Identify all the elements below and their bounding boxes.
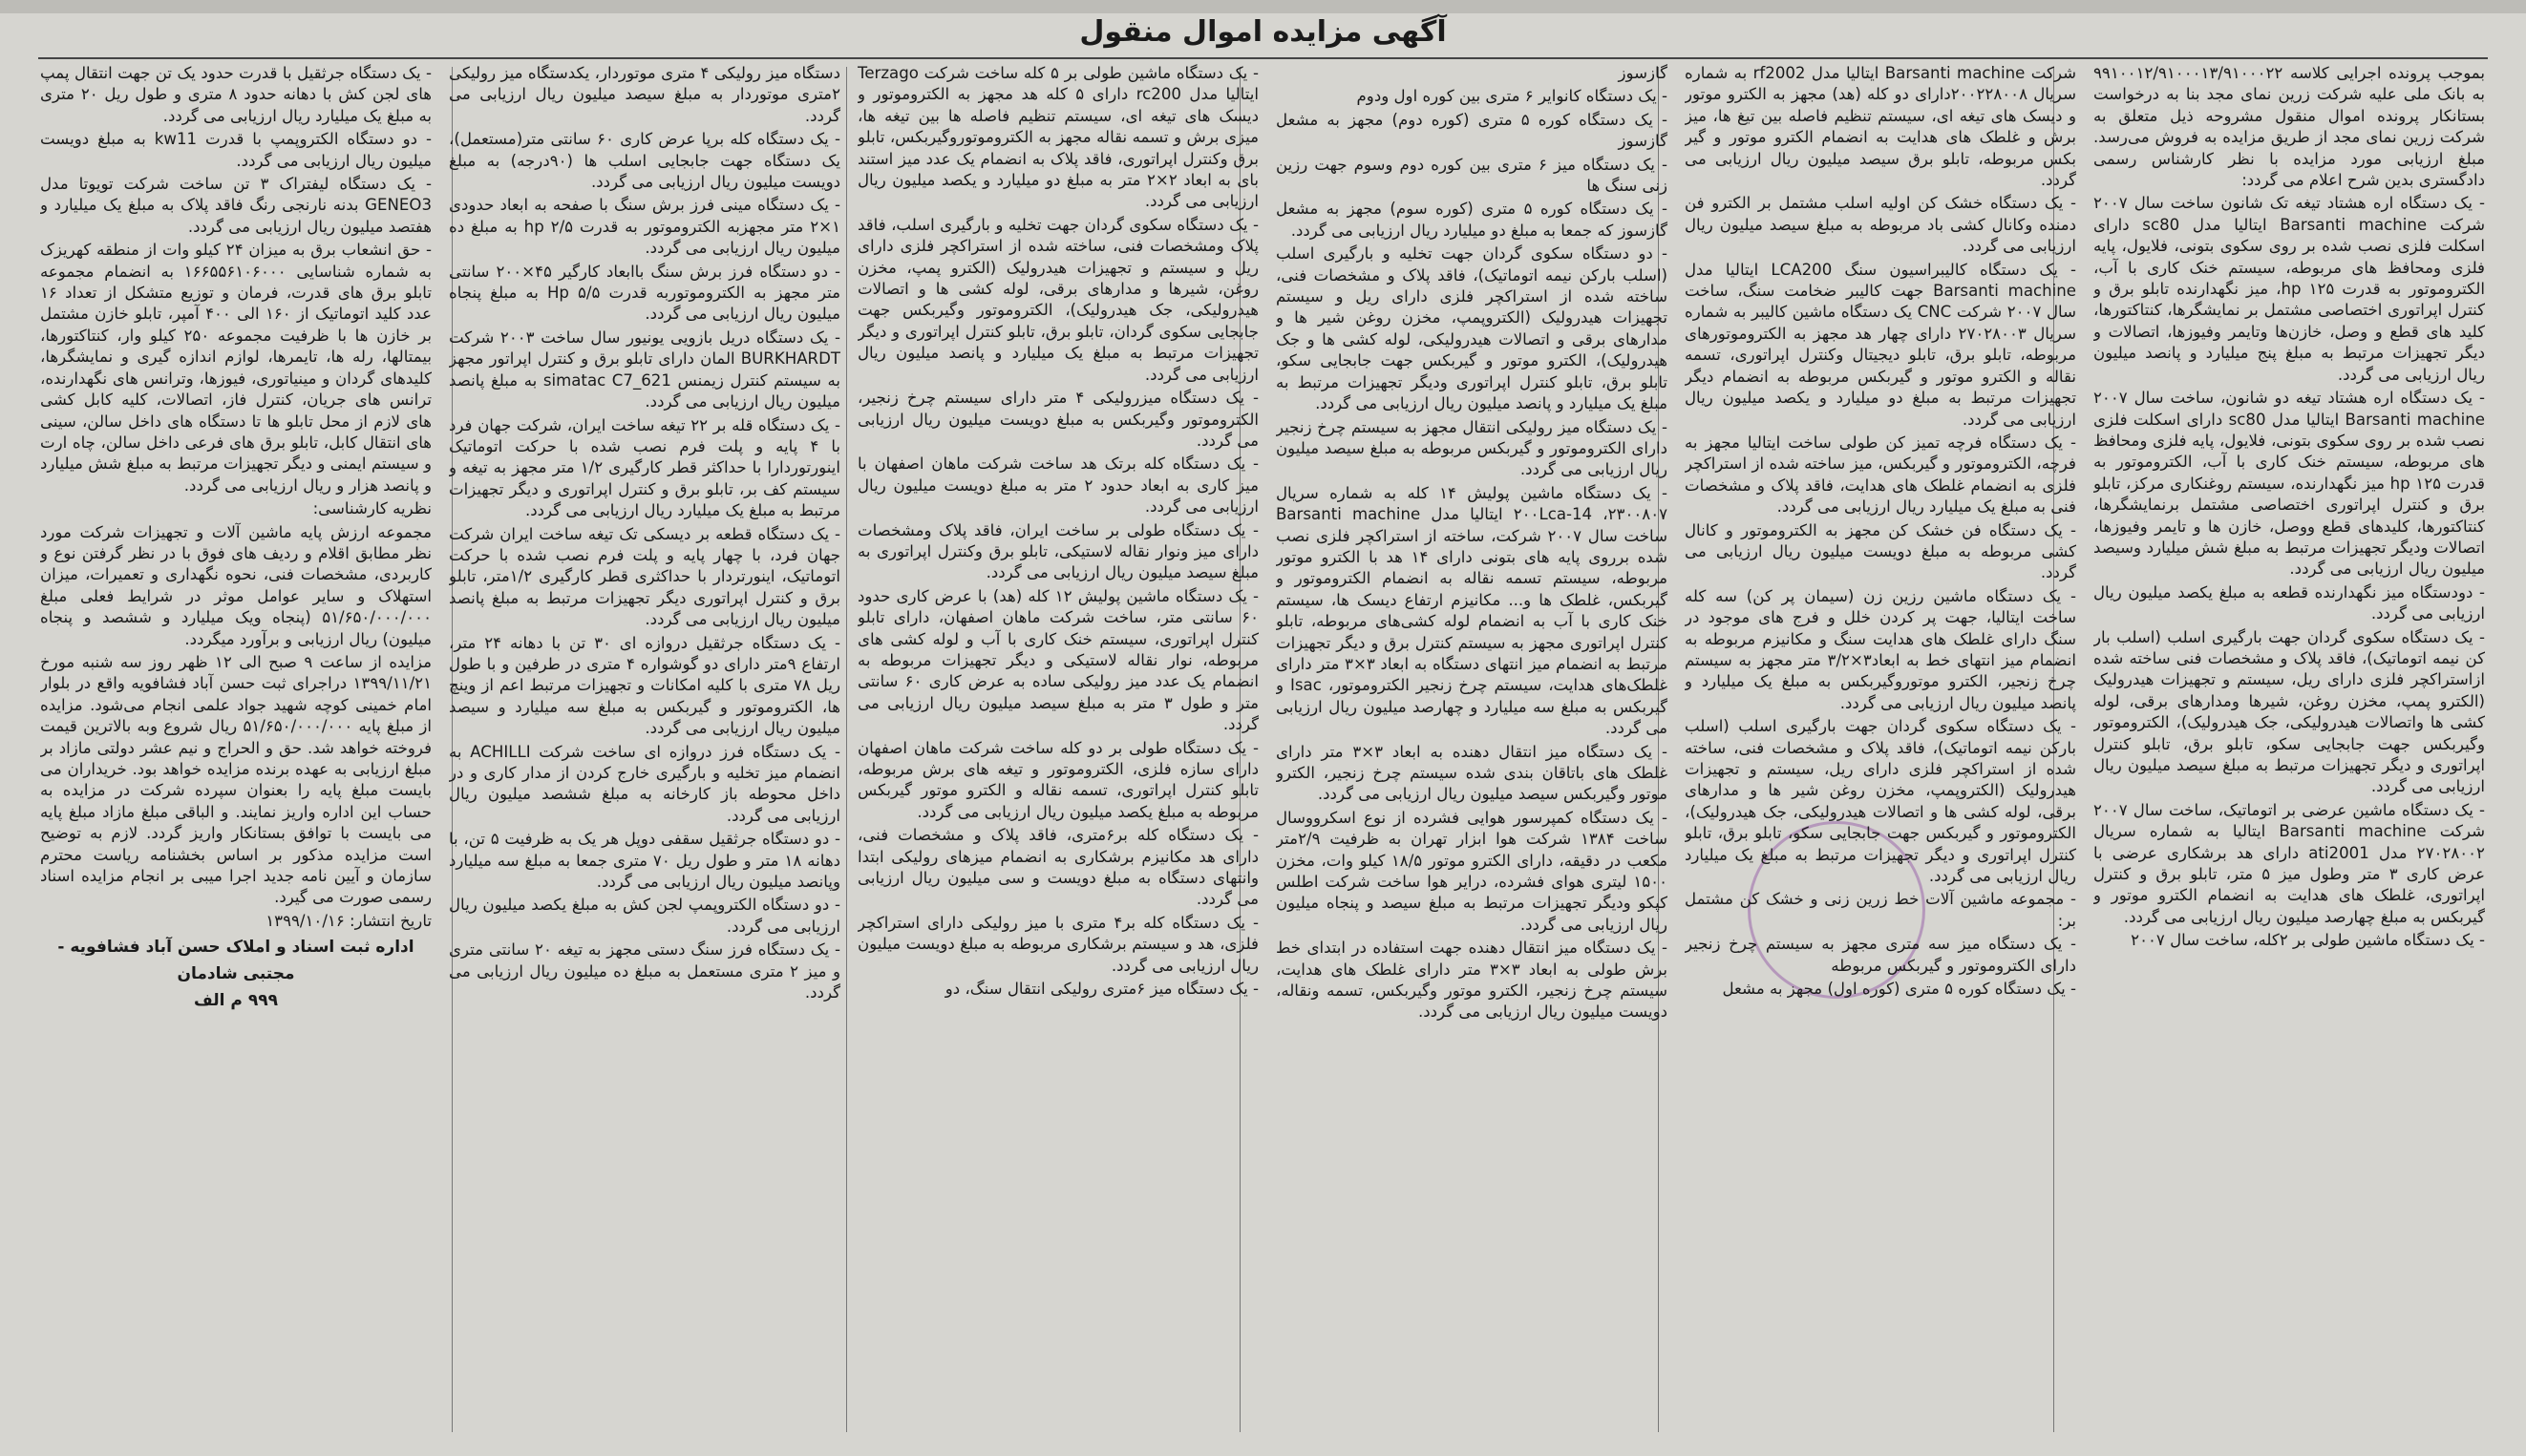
ad-item: - یک دستگاه سکوی گردان جهت بارگیری اسلب (اسلب بارکن نیمه اتوماتیک)، فاقد پلاک و مشخصات فنی، ساخته شده از استراکچر فلزی دارای ریل، سیستم و تجهیزات هیدرولیک (الکتروپمپ، مخزن روغن شیر ها و مدارهای برقی، لوله کشی ها و اتصالات هیدرولیکی، جک هیدرولیک)، الکتروموتور و گیربکس جهت جابجایی سکو، تابلو برق، تابلو کنترل اپراتوری و دیگر تجهیزات مرتبط به مبلغ یک میلیارد ریال ارزیابی می گردد. (1685, 717, 2076, 886)
ad-item: - یک دستگاه قله بر ۲۲ تیغه ساخت ایران، شرکت جهان فرد با ۴ پایه و پلت فرم نصب شده با حرکت اتوماتیک اینورتوردارا با حداکثر قطر کارگیری ۱/۲ متر مجهز به تیغه و سیستم کف بر، تابلو برق و کنترل اپراتوری و دیگر تجهیزات مرتبط به مبلغ یک میلیارد ریال ارزیابی می گردد. (449, 415, 840, 520)
ad-columns (40, 63, 2485, 1438)
ad-item: - یک دستگاه جرثقیل با قدرت حدود یک تن جهت انتقال پمپ های لجن کش با دهانه حدود ۸ متری و طول ریل ۲۰ متری به مبلغ یک میلیارد ریال ارزیابی می گردد. (40, 64, 432, 125)
ad-item: - یک دستگاه کوره ۵ متری (کوره سوم) مجهز به مشعل گازسوز که جمعا به مبلغ دو میلیارد ریال ارزیابی می گردد. (1276, 200, 1667, 240)
ad-item: - یک دستگاه سکوی گردان جهت بارگیری اسلب (اسلب بار کن نیمه اتوماتیک)، فاقد پلاک و مشخصات فنی ساخته شده ازاستراکچر فلزی دارای ریل، سیستم و تجهیزات هیدرولیک (الکترو پمپ، مخزن روغن، شیرها ومدارهای برقی، لوله کشی ها واتصالات هیدرولیکی، جک هیدرولیک)، الکتروموتور وگیربکس جهت جابجایی سکو، تابلو برق، تابلو کنترل اپراتوری و دیگر تجهیزات مرتبط به مبلغ سیصد میلیون ریال ارزیابی می گردد. (2093, 627, 2485, 796)
ad-item: - یک دستگاه ماشین عرضی بر اتوماتیک، ساخت سال ۲۰۰۷ شرکت Barsanti machine ایتالیا به شماره سریال ۲۷۰۲۸۰۰۲ مدل ati2001 دارای هد برشکاری عرضی با عرض کاری ۳ متر وطول میز ۵ متر، تابلو برق و کنترل اپراتوری، غلطک های هدایت به انضمام الکترو موتور و گیربکس به مبلغ چهارصد میلیون ریال ارزیابی می گردد. (2093, 800, 2485, 926)
ad-item: - یک دستگاه فرز سنگ دستی مجهز به تیغه ۲۰ سانتی متری و میز ۲ متری مستعمل به مبلغ ده میلیون ریال ارزیابی می گردد. (449, 940, 840, 1002)
column-1 (2093, 63, 2485, 1438)
title-rule (38, 57, 2488, 59)
ad-item: - یک دستگاه میز انتقال دهنده به ابعاد ۳×۳ متر دارای غلطک های باتاقان بندی شده سیستم چرخ زنجیر، الکترو موتور وگیربکس سیصد میلیون ریال ارزیابی می گردد. (1276, 742, 1667, 804)
ad-item: - دو دستگاه سکوی گردان جهت تخلیه و بارگیری اسلب (اسلب بارکن نیمه اتوماتیک)، فاقد پلاک و مشخصات فنی، ساخته شده از استراکچر فلزی دارای ریل و سیستم تجهیزات هیدرولیک (الکتروپمپ، مخزن روغن شیر ها و مدارهای برقی و اتصالات هیدرولیکی، لوله کشی ها و جک هیدرولیک)، الکترو موتور و گیربکس جهت جابجایی سکو، تابلو برق، تابلو کنترل اپراتوری ودیگر تجهیزات مرتبط به مبلغ یک میلیارد و پانصد میلیون ریال ارزیابی می گردد. (1276, 244, 1667, 413)
column-3 (1276, 63, 1667, 1438)
column-2 (1685, 63, 2076, 1438)
ad-item: مزایده از ساعت ۹ صبح الی ۱۲ ظهر روز سه شنبه مورخ ۱۳۹۹/۱۱/۲۱ دراجرای ثبت حسن آباد فشافویه واقع در بلوار امام خمینی کوچه شهید جواد علمی انجام می‌شود. مزایده از مبلغ پایه ۵۱/۶۵۰/۰۰۰/۰۰۰ ریال شروع وبه بالاترین قیمت فروخته خواهد شد. حق و الحراج و نیم عشر دولتی مازاد بر مبلغ ارزیابی به عهده برنده مزایده خواهد بود. خریداران می بایست مبلغ پایه را بعنوان سپرده شرکت در مزایده به حساب این اداره واریز نمایند. و الباقی مبلغ مازاد مبلغ پایه می بایست با توافق بستانکار واریز گردد. لازم به توضیح است مزایده مذکور بر اساس بخشنامه ریاست محترم سازمان و آیین نامه جدید اجرا میبی بر انجام مزایده اسناد رسمی صورت می گیرد. (40, 652, 432, 907)
ad-item: - یک دستگاه کالیبراسیون سنگ LCA200 ایتالیا مدل Barsanti machine جهت کالیبر ضخامت سنگ، ساخت سال ۲۰۰۷ شرکت CNC یک دستگاه ماشین کالیبر به شماره سریال ۲۷۰۲۸۰۰۳ دارای چهار هد مجهز به الکتروموتورهای مربوطه، تابلو برق، تابلو دیجیتال وکنترل اپراتوری، تسمه نقاله و الکترو موتور و گیربکس مربوطه به انضمام دیگر تجهیزات مرتبط به مبلغ دو میلیارد و یکصد میلیون ریال ارزیابی می گردد. (1685, 260, 2076, 429)
ad-item: - یک دستگاه قطعه بر دیسکی تک تیغه ساخت ایران شرکت جهان فرد، با چهار پایه و پلت فرم نصب شده با حرکت اتوماتیک، اینورتردار با حداکثری قطر کارگیری ۱/۲متر، تابلو برق و کنترل اپراتوری دیگر تجهیزات مرتبط به مبلغ پانصد میلیون ریال ارزیابی می گردد. (449, 524, 840, 629)
ad-item: - دو دستگاه الکتروپمپ با قدرت kw11 به مبلغ دویست میلیون ریال ارزیابی می گردد. (40, 130, 432, 170)
ad-item: - یک دستگاه طولی بر ساخت ایران، فاقد پلاک ومشخصات دارای میز ونوار نقاله لاستیکی، تابلو برق وکنترل اپراتوری به مبلغ سیصد میلیون ریال ارزیابی می گردد. (858, 520, 1259, 582)
ad-item: - یک دستگاه میز ۶متری رولیکی انتقال سنگ، دو (945, 980, 1259, 999)
ad-item: دستگاه میز رولیکی ۴ متری موتوردار، یکدستگاه میز رولیکی ۲متری موتوردار به مبلغ سیصد میلیون ریال ارزیابی می گردد. (449, 64, 840, 125)
ad-item: - یک دستگاه اره هشتاد تیغه تک شانون ساخت سال ۲۰۰۷ شرکت Barsanti machine ایتالیا مدل sc80 دارای اسکلت فلزی نصب شده بر روی سکوی بتونی، فلایول، پایه فلزی ومحافظ های مربوطه، سیستم خنک کاری با آب، الکتروموتور به قدرت hp ۱۲۵، میز نگهدارنده تابلو برق و کنترل اپراتوری اختصاصی مشتمل بر نمایشگرها، کنتاکتورها، کلید های قطع و وصل، خازن‌ها وتایمر وفیوزها، اتصالات و دیگر تجهیزات مرتبط به مبلغ پنج میلیارد و پانصد میلیون ریال ارزیابی می گردد. (2093, 194, 2485, 384)
ad-item: - یک دستگاه کله بر۴ متری با میز رولیکی دارای استراکچر فلزی، هد و سیستم برشکاری مربوطه به مبلغ دویست میلیون ریال ارزیابی می گردد. (858, 913, 1259, 975)
page-title: آگهی مزایده اموال منقول (1079, 15, 1447, 49)
ad-item: - یک دستگاه فن خشک کن مجهز به الکتروموتور و کانال کشی مربوطه به مبلغ دویست میلیون ریال ارزیابی می گردد. (1685, 520, 2076, 582)
ad-item: - یک دستگاه کانوایر ۶ متری بین کوره اول ودوم (1356, 87, 1667, 106)
ad-item: نظریه کارشناسی: (312, 499, 432, 518)
ad-item: - یک دستگاه مینی فرز برش سنگ با صفحه به ابعاد حدودی ۱×۲ متر مجهزبه الکتروموتور به قدرت hp ۲/۵ به مبلغ ده میلیون ریال ارزیابی می گردد. (449, 196, 840, 258)
signature-line: مجتبی شادمان (177, 964, 295, 984)
ad-item: - یک دستگاه ماشین طولی بر ۲کله، ساخت سال ۲۰۰۷ (2131, 931, 2485, 950)
column-4 (858, 63, 1259, 1438)
ad-item: - دو دستگاه فرز برش سنگ باابعاد کارگیر ۴۵×۲۰۰ سانتی متر مجهز به الکتروموتوربه قدرت Hp ۵/۵ به مبلغ پنجاه میلیون ریال ارزیابی می گردد. (449, 262, 840, 324)
column-5 (449, 63, 840, 1438)
ad-item: تاریخ انتشار: ۱۳۹۹/۱۰/۱۶ (265, 911, 432, 930)
ad-item: - یک دستگاه کوره ۵ متری (کوره دوم) مجهز به مشعل گازسوز (1276, 110, 1667, 151)
ad-item: - یک دستگاه میزرولیکی ۴ متر دارای سیستم چرخ زنجیر، الکتروموتور وگیربکس به مبلغ دویست میلیون ریال ارزیابی می گردد. (858, 389, 1259, 450)
ad-item: - یک دستگاه میز انتقال دهنده جهت استفاده در ابتدای خط برش طولی به ابعاد ۳×۳ متر دارای غلطک های هدایت، سیستم چرخ زنجیر، الکترو موتور وگیربکس، تسمه ونقاله، دویست میلیون ریال ارزیابی می گردد. (1276, 939, 1667, 1022)
ad-item: - یک دستگاه خشک کن اولیه اسلب مشتمل بر الکترو فن دمنده وکانال کشی باد مربوطه به مبلغ سیصد میلیون ریال ارزیابی می گردد. (1685, 194, 2076, 256)
ad-item: شرکت Barsanti machine ایتالیا مدل rf2002 به شماره سریال ۲۰۰۲۲۸۰۰۸دارای دو کله (هد) مجهز به الکترو موتور و دیسک های تیغه ای، سیستم تنظیم فاصله بین تیغ ها، میز برش و غلطک های هدایت به انضمام الکترو موتور و گیر بکس مربوطه، تابلو برق سیصد میلیون ریال ارزیابی می گردد. (1685, 64, 2076, 190)
ad-item: بموجب پرونده اجرایی کلاسه ۹۹۱۰۰۱۲/۹۱۰۰۰۱۳/۹۱۰۰۰۲۲ به بانک ملی علیه شرکت زرین نمای مجد بنا به درخواست بستانکار پرونده اموال منقول مشروحه ذیل متعلق به شرکت زرین نمای مجد از طریق مزایده به فروش می‌رسد. مبلغ ارزیابی مورد مزایده با نظر کارشناس رسمی دادگستری بدین شرح اعلام می گردد: (2093, 64, 2485, 190)
ad-item: - حق انشعاب برق به میزان ۲۴ کیلو وات از منطقه کهریزک به شماره شناسایی ۱۶۶۵۵۶۱۰۶۰۰۰ به انضمام مجموعه تابلو برق های قدرت، فرمان و توزیع متشکل از تعداد ۱۶ عدد کلید اتوماتیک از ۱۶۰ الی ۴۰۰ آمپر، تابلو خازن مشتمل بر خازن ها با ظرفیت مجموعه ۲۵۰ کیلو وار، کنتاکتورها، بیمتالها، رله ها، تایمرها، لوازم اندازه گیری و نمایشگرها، کلیدهای گردان و مینیاتوری، فیوزها، وترانس های نگهدارنده، ترانس های جریان، کنترل فاز، اتصالات، کلیه کابل کشی های لازم از محل تابلو ها تا دستگاه های داخل سالن، سینی های انتقال کابل، تابلو برق های فرعی داخل سالن، چاه ارت و سیستم ایمنی و دیگر تجهیزات مرتبط به مبلغ شش میلیارد و پانصد هزار و ریال ارزیابی می گردد. (40, 241, 432, 495)
column-6 (40, 63, 432, 1438)
ad-item: - یک دستگاه لیفتراک ۳ تن ساخت شرکت تویوتا مدل GENEO3 بدنه نارنجی رنگ فاقد پلاک به مبلغ یک میلیارد و هفتصد میلیون ریال ارزیابی می گردد. (40, 175, 432, 236)
ad-item: - یک دستگاه ماشین پولیش ۱۴ کله به شماره سریال ۲۳۰۰۸۰۷، ۲۰۰Lca-14 ایتالیا مدل Barsanti machine ساخت سال ۲۰۰۷ شرکت، ساخته از استراکچر فلزی نصب شده برروی پایه های بتونی دارای ۱۴ هد با الکترو موتور مربوطه، سیستم تسمه نقاله به انضمام الکتروموتور و گیربکس، غلطک ها و... مکانیزم ارتفاع دیسک ها، سیستم خنک کاری با آب به انضمام لوله کشی‌های مربوطه، تابلو کنترل اپراتوری مجهز به سیستم کنترل برق و دیگر تجهیزات مرتبط به انضمام میز انتهای دستگاه به ابعاد ۳×۳ متر دارای غلطک‌های هدایت، سیستم چرخ زنجیر الکتروموتور، Isac و گیربکس به مبلغ سه میلیارد و چهارصد میلیون ریال ارزیابی می گردد. (1276, 483, 1667, 738)
ad-item: - یک دستگاه ماشین طولی بر ۵ کله ساخت شرکت Terzago ایتالیا مدل rc200 دارای ۵ کله هد مجهز به الکتروموتور و دیسک های تیغه ای، سیستم تنظیم فاصله ها بین تیغه ها، میزی برش و تسمه نقاله مجهز به الکتروموتوروگیربکس، تابلو برق وکنترل اپراتوری، فاقد پلاک به انضمام یک عدد میز استند بای به ابعاد ۲×۲ متر به مبلغ دو میلیارد و یکصد میلیون ریال ارزیابی می گردد. (858, 64, 1259, 211)
ad-item: - یک دستگاه ماشین رزین زن (سیمان پر کن) سه کله ساخت ایتالیا، جهت پر کردن خلل و فرج های موجود در سنگ دارای غلطک های هدایت سنگ و مکانیزم مربوطه به انضمام میز انتهای خط به ابعاد۳×۳/۲ متر مجهز به سیستم چرخ زنجیر، الکترو موتوروگیربکس به مبلغ یک میلیارد و پانصد میلیون ریال ارزیابی می گردد. (1685, 586, 2076, 712)
ad-item: - یک دستگاه فرز دروازه ای ساخت شرکت ACHILLI به انضمام میز تخلیه و بارگیری خارج کردن از مدار کاری و در داخل محوطه باز کارخانه به مبلغ ششصد میلیون ریال ارزیابی می گردد. (449, 742, 840, 825)
ad-item: - یک دستگاه کوره ۵ متری (کوره اول) مجهز به مشعل (1722, 980, 2076, 999)
ad-item: - یک دستگاه اره هشتاد تیغه دو شانون، ساخت سال ۲۰۰۷ Barsanti machine ایتالیا مدل sc80 دارای اسکلت فلزی نصب شده بر روی سکوی بتونی، فلایول، پایه فلزی ومحافظ های مربوطه، سیستم خنک کاری با آب، الکتروموتور به قدرت hp ۱۲۵ میز نگهدارنده، سیستم روغنکاری مرکز، تابلو برق و کنترل اپراتوری اختصاصی مشتمل برنمایشگرها، کنتاکتورها، کلیدهای قطع ووصل، خازن ها و تایمر وفیوزها، اتصالات ودیگر تجهیزات مرتبط به مبلغ شش میلیارد وسیصد میلیون ریال ارزیابی می گردد. (2093, 389, 2485, 579)
ad-item: - یک دستگاه ماشین پولیش ۱۲ کله (هد) با عرض کاری حدود ۶۰ سانتی متر، ساخت شرکت ماهان اصفهان، دارای تابلو کنترل اپراتوری، سیستم خنک کاری با آب و لوله کشی های مربوطه، نوار نقاله لاستیکی و دیگر تجهیزات مربوطه به انضمام یک عدد میز رولیکی ساده به عرض کاری ۶۰ سانتی متر و طول ۳ متر به مبلغ سیصد میلیون ریال ارزیابی می گردد. (858, 586, 1259, 734)
ad-item: - یک دستگاه کمپرسور هوایی فشرده از نوع اسکرووسال ساخت ۱۳۸۴ شرکت هوا ابزار تهران به ظرفیت ۲/۹متر مکعب در دقیقه، دارای الکترو موتور ۱۸/۵ کیلو وات، مخزن ۱۵۰۰ لیتری هوای فشرده، درایر هوا ساخت شرکت اطلس کپکو ودیگر تجهیزات مرتبط به مبلغ سیصد و پنجاه میلیون ریال ارزیابی می گردد. (1276, 808, 1667, 934)
ad-item: - یک دستگاه طولی بر دو کله ساخت شرکت ماهان اصفهان دارای سازه فلزی، الکتروموتور و تیغه های برش مربوطه، تابلو کنترل اپراتوری، تسمه نقاله و الکترو موتور گیربکس مربوطه به مبلغ یکصد میلیون ریال ارزیابی می گردد. (858, 738, 1259, 821)
ad-item: - یک دستگاه دریل بازویی یونیور سال ساخت ۲۰۰۳ شرکت BURKHARDT المان دارای تابلو برق و کنترل اپراتور مجهز به سیستم کنترل زیمنس simatac C7_621 به مبلغ پانصد میلیون ریال ارزیابی می گردد. (449, 327, 840, 411)
signature-line: ۹۹۹ م الف (194, 991, 278, 1011)
ad-item: - یک دستگاه کله برپا عرض کاری ۶۰ سانتی متر(مستعمل)، یک دستگاه جهت جابجایی اسلب ها (۹۰درجه) به مبلغ دویست میلیون ریال ارزیابی می گردد. (449, 130, 840, 192)
ad-item: - یک دستگاه میز سه متری مجهز به سیستم چرخ زنجیر دارای الکتروموتور و گیربکس مربوطه (1685, 935, 2076, 975)
ad-item: - مجموعه ماشین آلات خط زرین زنی و خشک کن مشتمل بر: (1685, 890, 2076, 930)
ad-item: - یک دستگاه فرچه تمیز کن طولی ساخت ایتالیا مجهز به فرچه، الکتروموتور و گیربکس، میز ساخته شده از استراکچر فلزی به انضمام غلطک های هدایت، فاقد پلاک و مشخصات فنی به مبلغ یک میلیارد ریال ارزیابی می گردد. (1685, 433, 2076, 517)
ad-item: - یک دستگاه میز رولیکی انتقال مجهز به سیستم چرخ زنجیر دارای الکتروموتور و گیربکس مربوطه به مبلغ سیصد میلیون ریال ارزیابی می گردد. (1276, 417, 1667, 479)
ad-item: - یک دستگاه کله برتک هد ساخت شرکت ماهان اصفهان با میز کاری به ابعاد حدود ۲ متر به مبلغ دویست میلیون ریال ارزیابی می گردد. (858, 454, 1259, 517)
ad-item: - یک دستگاه کله بر۶متری، فاقد پلاک و مشخصات فنی، دارای هد مکانیزم برشکاری به انضمام میزهای رولیکی ابتدا وانتهای دستگاه به مبلغ دویست و سی میلیون ریال ارزیابی می گردد. (858, 826, 1259, 909)
ad-item: - یک دستگاه میز ۶ متری بین کوره دوم وسوم جهت رزین زنی سنگ ها (1276, 155, 1667, 196)
ad-item: - دو دستگاه جرثقیل سقفی دوپل هر یک به ظرفیت ۵ تن، با دهانه ۱۸ متر و طول ریل ۷۰ متری جمعا به مبلغ سه میلیارد وپانصد میلیون ریال ارزیابی می گردد. (449, 830, 840, 892)
ad-item: مجموعه ارزش پایه ماشین آلات و تجهیزات شرکت مورد نظر مطابق اقلام و ردیف های فوق با در نظر گرفتن نوع و کاربردی، مشخصات فنی، نحوه نگهداری و تعمیرات، میزان استهلاک و سایر عوامل موثر در شرایط فعلی مبلغ ۵۱/۶۵۰/۰۰۰/۰۰۰ (پنجاه ویک میلیارد و ششصد و پنجاه میلیون) ریال ارزیابی و برآورد میگردد. (40, 522, 432, 648)
ad-item: - یک دستگاه سکوی گردان جهت تخلیه و بارگیری اسلب، فاقد پلاک ومشخصات فنی، ساخته شده از استراکچر فلزی دارای ریل و سیستم و تجهیزات هیدرولیک (الکترو پمپ، مخزن روغن، شیرها و مدارهای برقی، لوله کشی ها و اتصالات هیدرولیکی، جک هیدرولیک)، الکتروموتور وگیربکس جهت جابجایی سکوی گردان، تابلو برق، تابلو کنترل اپراتوری و دیگر تجهیزات مرتبط به مبلغ یک میلیارد و پانصد میلیون ریال ارزیابی می گردد. (858, 215, 1259, 384)
signature-line: اداره ثبت اسناد و املاک حسن آباد فشافویه - (57, 938, 414, 958)
ad-item: گازسوز (1618, 64, 1667, 82)
ad-item: - یک دستگاه جرثقیل دروازه ای ۳۰ تن با دهانه ۲۴ متر، ارتفاع ۹متر دارای دو گوشواره ۴ متری در طرفین و با طول ریل ۷۸ متری با کلیه امکانات و تجهیزات مرتبط اعم از وینچ ها، الکتروموتور و گیربکس به مبلغ سه میلیارد و سیصد میلیون ریال ارزیابی می گردد. (449, 633, 840, 738)
ad-item: - دو دستگاه الکتروپمپ لجن کش به مبلغ یکصد میلیون ریال ارزیابی می گردد. (449, 896, 840, 936)
ad-item: - دودستگاه میز نگهدارنده قطعه به مبلغ یکصد میلیون ریال ارزیابی می گردد. (2093, 582, 2485, 623)
